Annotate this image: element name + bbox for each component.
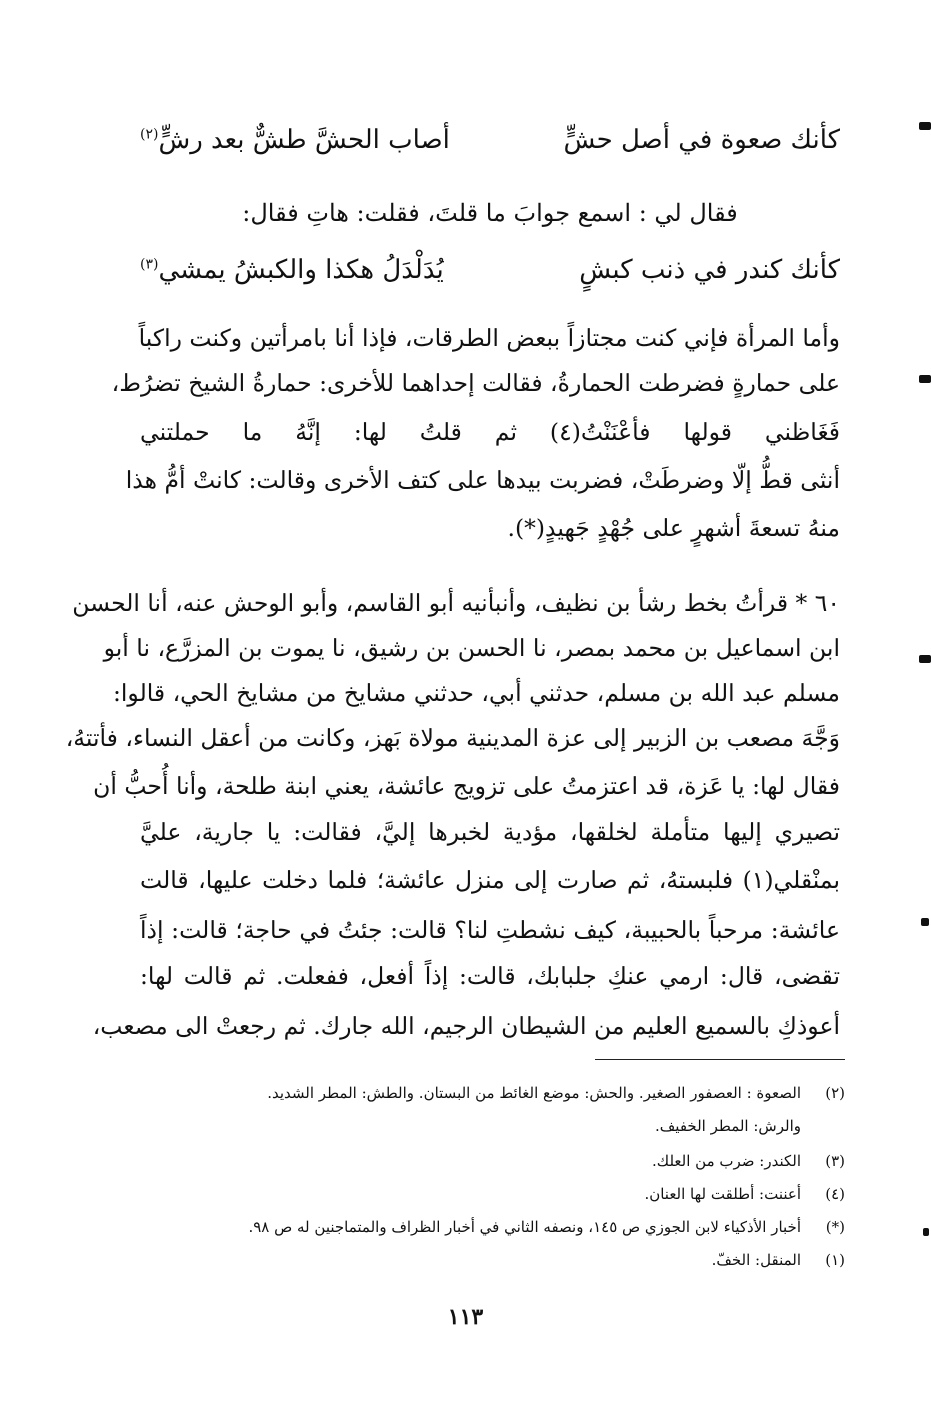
- footnote-text: الكندر: ضرب من العلك.: [652, 1152, 801, 1170]
- verse-1-first-hemistich: كأنك صعوة في أصل حشٍّ: [563, 125, 840, 155]
- footnote-text: والرش: المطر الخفيف.: [655, 1117, 801, 1135]
- paragraph-2-line: بمنْقلي(١) فلبستهُ، ثم صارت إلى منزل عائشة؛ فلما دخلت عليها، قالت: [140, 866, 840, 894]
- paragraph-1-line: منهُ تسعةَ أشهرٍ على جُهْدٍ جَهيدٍ(*).: [507, 514, 840, 542]
- footnote-number: (٣): [825, 1152, 845, 1170]
- paragraph-2-line: أعوذكِ بالسميع العليم من الشيطان الرجيم، الله جارك. ثم رجعتْ الى مصعب،: [92, 1012, 840, 1040]
- paragraph-2-line: تصيري إليها متأملة لخلقها، مؤدية لخبرها إليَّ، فقالت: يا جارية، عليَّ: [140, 818, 840, 846]
- paragraph-1-line: وأما المرأة فإني كنت مجتازاً ببعض الطرقات، فإذا أنا بامرأتين وكنت راكباً: [138, 324, 840, 352]
- scan-margin-mark: [923, 1228, 929, 1236]
- footnote-ref-3: (٣): [140, 256, 159, 273]
- verse-1-second-hemistich: أصاب الحشَّ طشٌّ بعد رشٍّ$^{(٢)}$: [140, 125, 450, 155]
- verse-2-first-hemistich: كأنك كندر في ذنب كبشٍ: [579, 255, 840, 285]
- verse-2: [140, 250, 840, 290]
- page-number: ١١٣: [447, 1304, 484, 1330]
- footnote-number: (*): [825, 1218, 845, 1236]
- footnote-text: المنقل: الخفّ.: [711, 1251, 801, 1269]
- footnote-number: (٤): [825, 1185, 845, 1203]
- scan-margin-mark: [919, 655, 931, 663]
- footnote-number: (١): [825, 1251, 845, 1269]
- paragraph-2-line: فقال لها: يا عَزة، قد اعتزمتُ على تزويج عائشة، يعني ابنة طلحة، وأنا أُحبُّ أن: [93, 772, 840, 800]
- paragraph-2-line: وَجَّهَ مصعب بن الزبير إلى عزة المدينية مولاة بَهز، وكانت من أعقل النساء، فأتتهُ،: [65, 724, 840, 752]
- footnote-1: [150, 1249, 845, 1271]
- scan-margin-mark: [921, 918, 929, 926]
- scan-margin-mark: [919, 122, 931, 130]
- scan-margin-mark: [919, 375, 931, 383]
- footnote-2-continued: [150, 1115, 845, 1137]
- verse-2-second-hemistich: يُدَلْدَلُ هكذا والكبشُ يمشي$^{(٣)}$: [140, 255, 444, 285]
- footnote-text: أعننت: أطلقت لها العنان.: [644, 1185, 801, 1203]
- footnote-2: [150, 1082, 845, 1104]
- paragraph-1-line: أنثى قطُّ إلّا وضرطَتْ، فضربت بيدها على كتف الأخرى وقالت: كانتْ أمُّ هذا: [125, 466, 840, 494]
- paragraph-1-line: فَغَاظني قولها فأعْنَنْتُ(٤) ثم قلتُ لها: إنَّهُ ما حملتني: [140, 418, 841, 446]
- paragraph-2-line: تقضى، قال: ارمي عنكِ جلبابك، قالت: إذاً أفعل، ففعلت. ثم قالت لها:: [140, 962, 840, 990]
- paragraph-2-line: مسلم عبد الله بن مسلم، حدثني أبي، حدثني مشايخ من مشايخ الحي، قالوا:: [112, 679, 840, 707]
- footnote-ref-2: (٢): [140, 126, 159, 143]
- footnote-4: [150, 1183, 845, 1205]
- footnote-3: [150, 1150, 845, 1172]
- paragraph-2-line: ابن اسماعيل بن محمد بمصر، نا الحسن بن رشيق، نا يموت بن المزرَّع، نا أبو: [103, 634, 840, 662]
- footnote-number: (٢): [825, 1084, 845, 1102]
- footnote-separator: [595, 1059, 845, 1060]
- verse-1: [140, 120, 840, 160]
- paragraph-1-line: على حمارةٍ فضرطت الحمارةُ، فقالت إحداهما للأخرى: حمارةُ الشيخ تضرُط،: [111, 369, 840, 397]
- intro-line: فقال لي : اسمع جوابَ ما قلتَ، فقلت: هاتِ فقال:: [242, 199, 738, 227]
- paragraph-2-line: ٦٠ * قرأتُ بخط رشأ بن نظيف، وأنبأنيه أبو القاسم، وأبو الوحش عنه، أنا الحسن: [72, 589, 840, 617]
- paragraph-2-line: عائشة: مرحباً بالحبيبة، كيف نشطتِ لنا؟ قالت: جئتُ في حاجة؛ قالت: إذاً: [140, 916, 840, 944]
- footnote-star: [150, 1216, 845, 1238]
- footnote-text: الصعوة : العصفور الصغير. والحش: موضع الغائط من البستان. والطش: المطر الشديد.: [267, 1084, 801, 1102]
- footnote-text: أخبار الأذكياء لابن الجوزي ص ١٤٥، ونصفه الثاني في أخبار الظراف والمتماجنين له ص ٩٨.: [248, 1218, 801, 1236]
